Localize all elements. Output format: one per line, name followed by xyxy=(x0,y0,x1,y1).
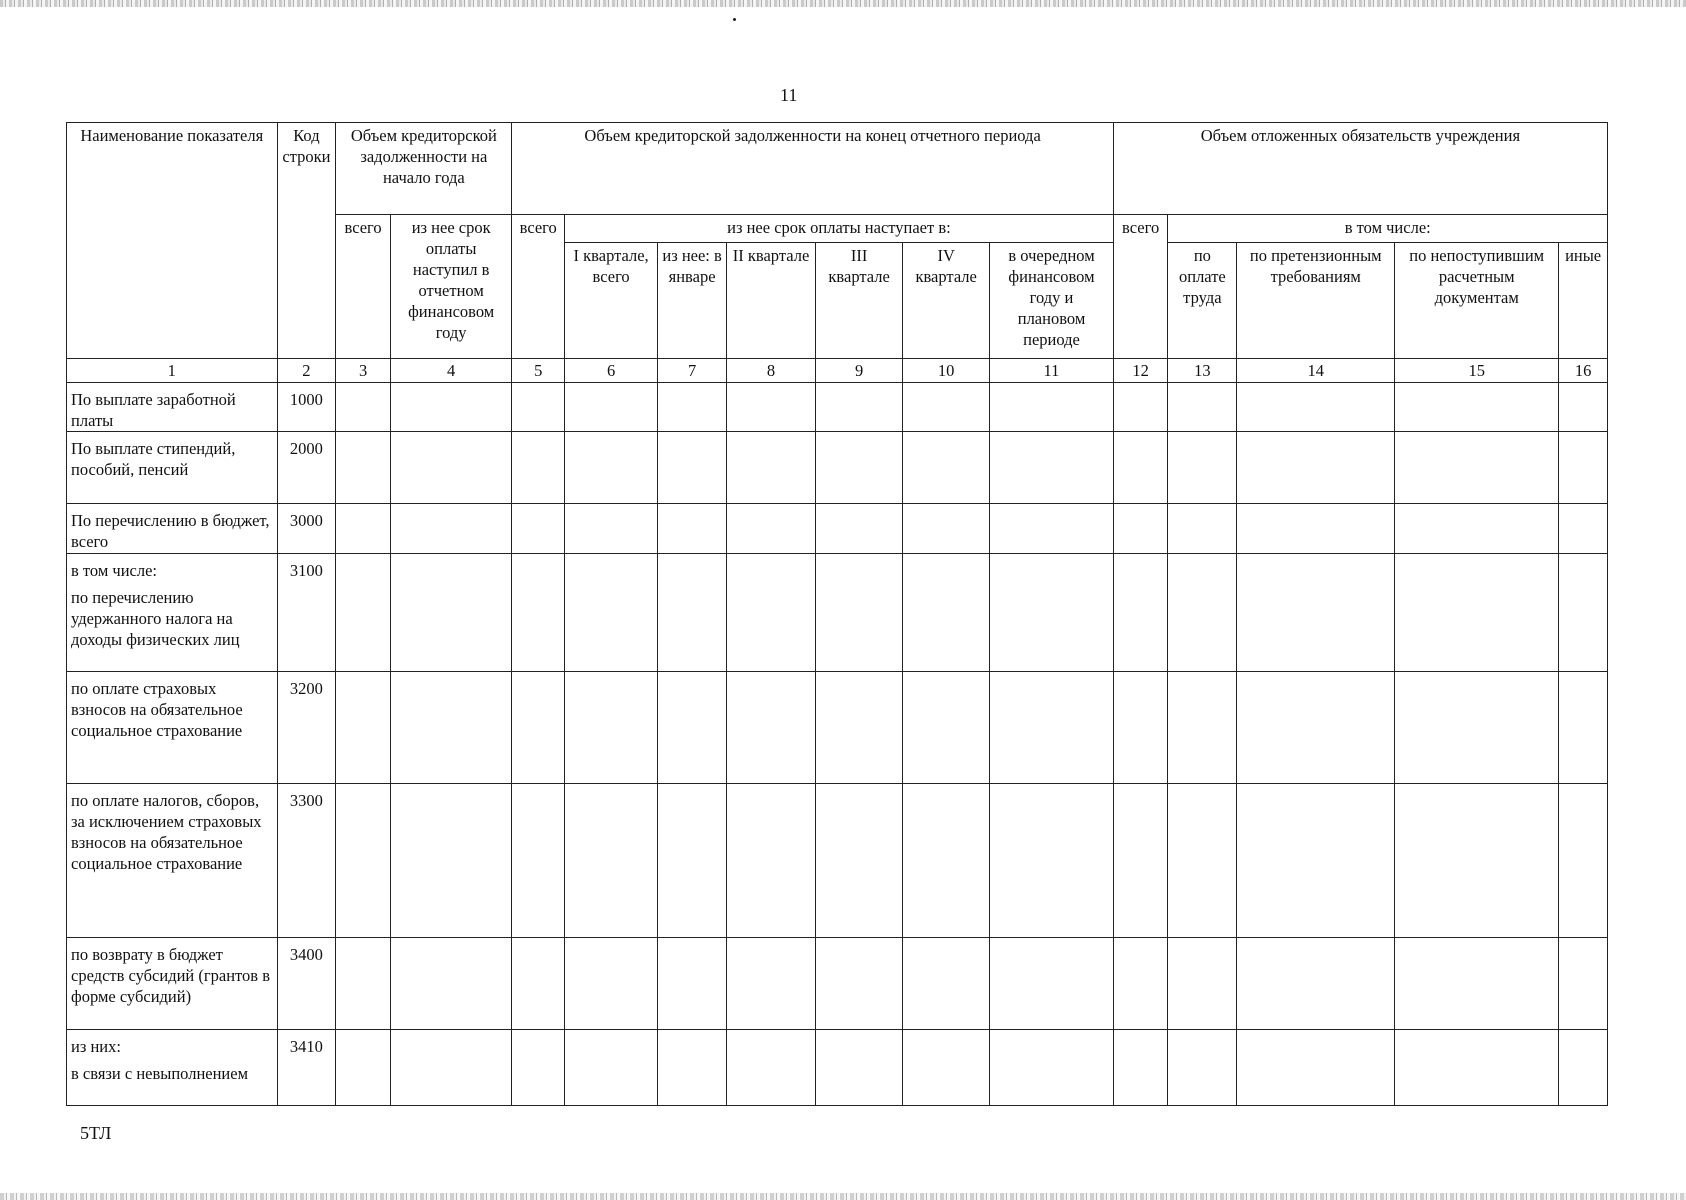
col-number: 6 xyxy=(565,359,658,383)
row-name: По выплате заработной платы xyxy=(67,383,278,432)
header-next-year: в очередном финансовом году и плановом периоде xyxy=(990,243,1114,359)
scan-edge-bottom xyxy=(0,1193,1686,1200)
header-q1: I квартале, всего xyxy=(565,243,658,359)
row-name: По выплате стипендий, пособий, пенсий xyxy=(67,432,278,504)
col-number: 2 xyxy=(277,359,336,383)
scan-dot xyxy=(733,18,736,21)
table-row xyxy=(67,672,1608,784)
row-code: 2000 xyxy=(277,432,336,504)
header-other: иные xyxy=(1559,243,1608,359)
col-number: 3 xyxy=(336,359,391,383)
report-table xyxy=(66,122,1608,1106)
table-row xyxy=(67,432,1608,504)
header-start-total: всего xyxy=(336,215,391,359)
header-end-total: всего xyxy=(512,215,565,359)
col-number: 15 xyxy=(1395,359,1559,383)
header-labor: по оплате труда xyxy=(1168,243,1237,359)
row-code: 3200 xyxy=(277,672,336,784)
header-q3: III квартале xyxy=(816,243,903,359)
row-subname: в связи с невыполнением xyxy=(71,1064,249,1083)
table-row xyxy=(67,784,1608,938)
row-code: 3410 xyxy=(277,1030,336,1106)
row-code: 3300 xyxy=(277,784,336,938)
header-overdue: из нее срок оплаты наступил в отчетном финансовом году xyxy=(390,215,511,359)
table-row xyxy=(67,1030,1608,1106)
header-q4: IV квартале xyxy=(903,243,990,359)
col-number: 5 xyxy=(512,359,565,383)
scan-edge-top xyxy=(0,0,1686,7)
table-row xyxy=(67,504,1608,554)
header-q2: II квартале xyxy=(727,243,816,359)
header-jan: из нее: в январе xyxy=(658,243,727,359)
row-code: 3100 xyxy=(277,554,336,672)
page-number: 11 xyxy=(780,85,798,105)
header-end-volume: Объем кредиторской задолженности на конец отчетного периода xyxy=(512,123,1113,215)
column-number-row xyxy=(67,359,1608,383)
header-start-volume: Объем кредиторской задолженности на начало года xyxy=(336,123,512,215)
header-claims: по претензионным требованиям xyxy=(1237,243,1395,359)
row-code: 1000 xyxy=(277,383,336,432)
header-incl: в том числе: xyxy=(1168,215,1608,243)
col-number: 7 xyxy=(658,359,727,383)
form-code: 5ТЛ xyxy=(80,1123,112,1143)
header-deferred: Объем отложенных обязательств учреждения xyxy=(1113,123,1607,215)
row-name: По перечислению в бюджет, всего xyxy=(67,504,278,554)
header-code: Код строки xyxy=(277,123,336,359)
row-name: по возврату в бюджет средств субсидий (грантов в форме субсидий) xyxy=(67,938,278,1030)
header-due-in: из нее срок оплаты наступает в: xyxy=(565,215,1114,243)
row-code: 3000 xyxy=(277,504,336,554)
col-number: 9 xyxy=(816,359,903,383)
table-row xyxy=(67,383,1608,432)
col-number: 1 xyxy=(67,359,278,383)
col-number: 16 xyxy=(1559,359,1608,383)
table-row xyxy=(67,938,1608,1030)
table-row xyxy=(67,554,1608,672)
header-name: Наименование показателя xyxy=(67,123,278,359)
row-name: по оплате страховых взносов на обязательное социальное страхование xyxy=(67,672,278,784)
col-number: 13 xyxy=(1168,359,1237,383)
header-docs: по непоступившим расчетным документам xyxy=(1395,243,1559,359)
header-deferred-total: всего xyxy=(1113,215,1168,359)
row-subname: по перечислению удержанного налога на доходы физических лиц xyxy=(71,588,240,649)
row-name: в том числе: xyxy=(71,561,158,580)
row-name: по оплате налогов, сборов, за исключением страховых взносов на обязательное социальное страхование xyxy=(67,784,278,938)
col-number: 12 xyxy=(1113,359,1168,383)
row-name: из них: xyxy=(71,1037,121,1056)
col-number: 14 xyxy=(1237,359,1395,383)
col-number: 4 xyxy=(390,359,511,383)
row-code: 3400 xyxy=(277,938,336,1030)
col-number: 10 xyxy=(903,359,990,383)
col-number: 11 xyxy=(990,359,1114,383)
col-number: 8 xyxy=(727,359,816,383)
